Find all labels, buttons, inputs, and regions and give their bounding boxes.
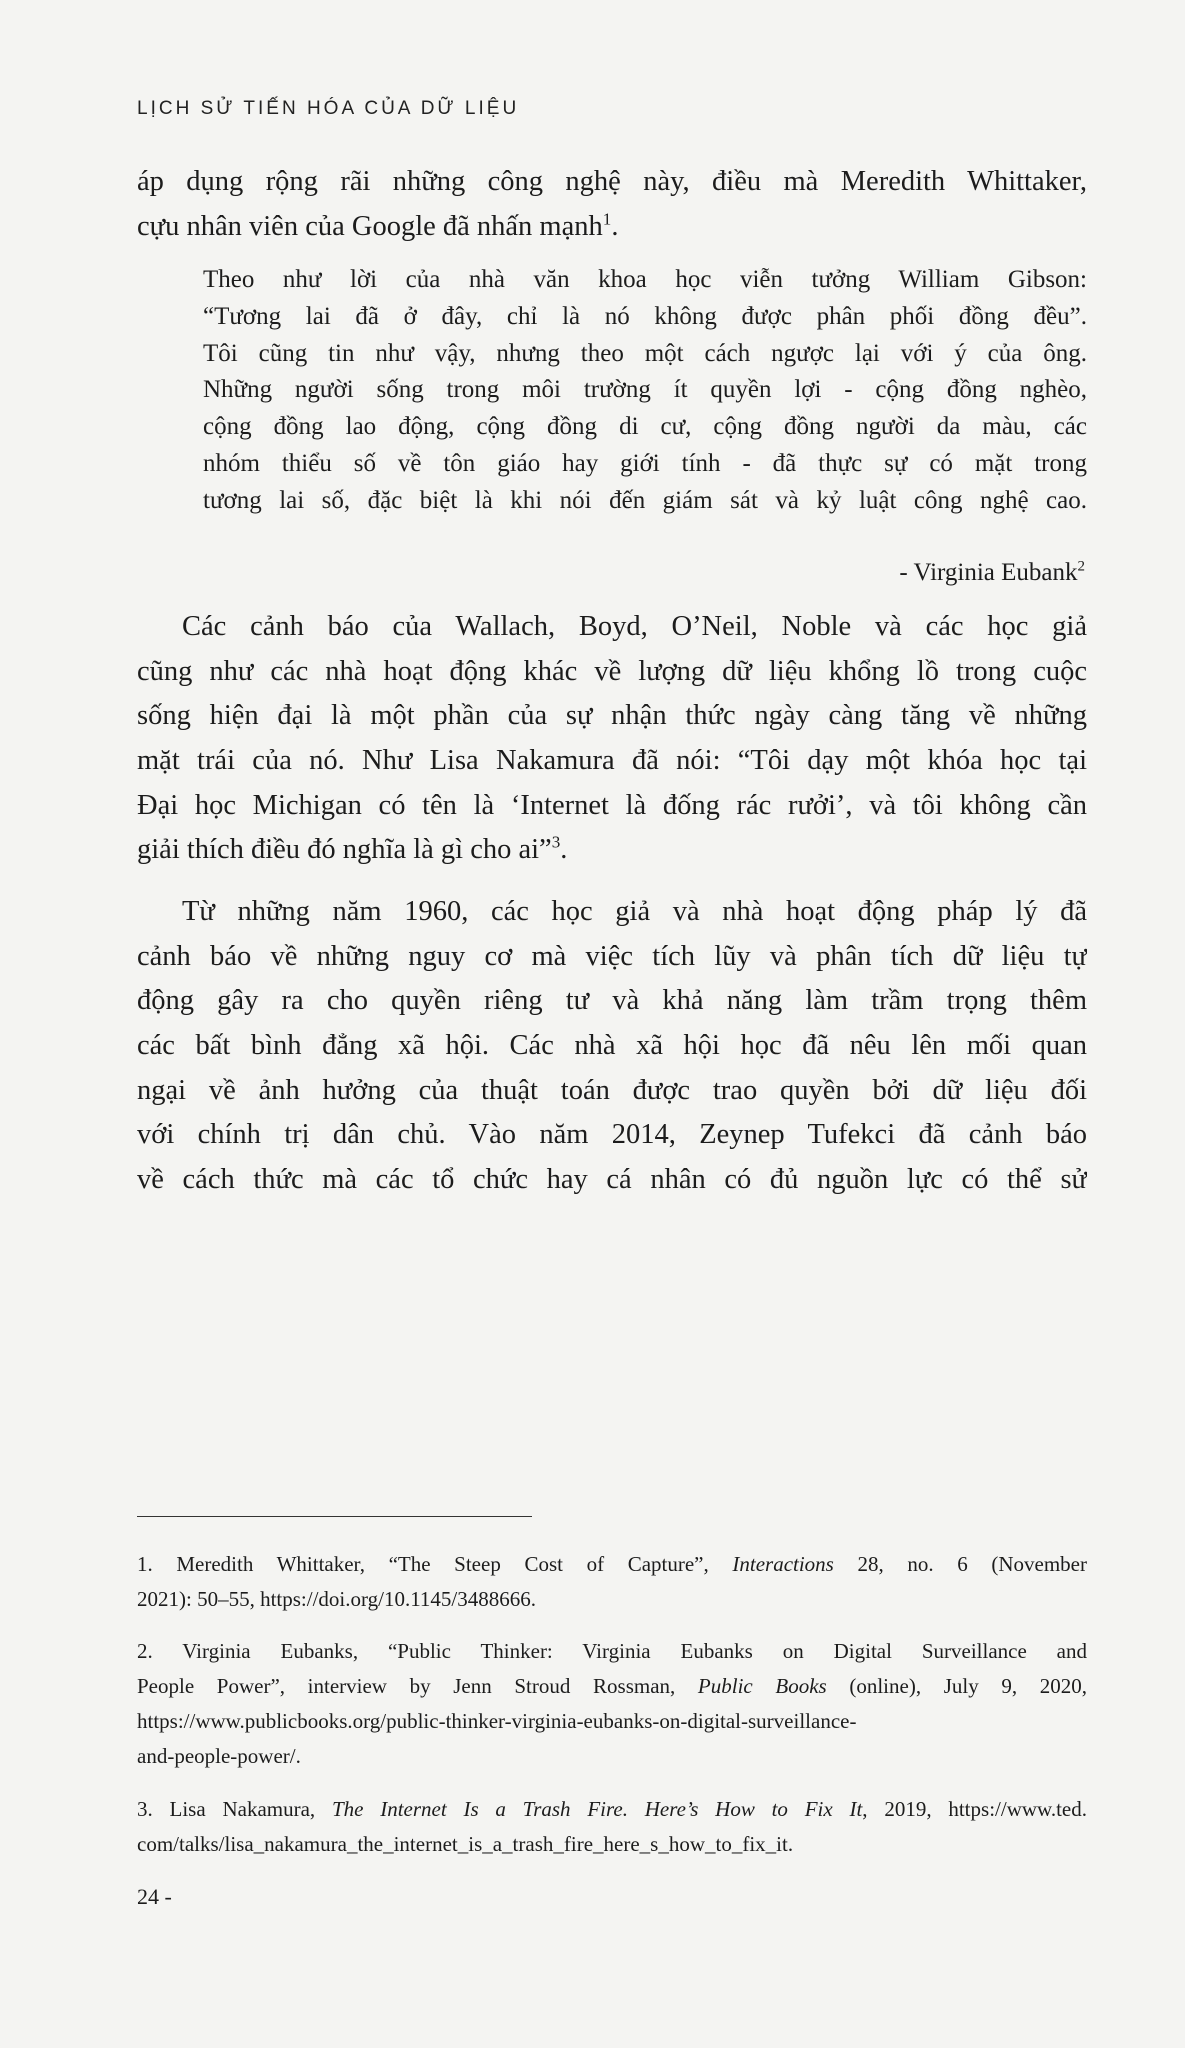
quote-line: Những người sống trong môi trường ít quyền lợi - cộng đồng nghèo,: [203, 376, 1087, 404]
punctuation: .: [611, 210, 619, 242]
text-line-content: giải thích điều đó nghĩa là gì cho ai”: [137, 834, 552, 866]
footnote-text: , 2019, https://www.ted.: [862, 1797, 1087, 1821]
footnote-2: [137, 1634, 1087, 1774]
footnote-text: 28, no. 6 (November: [833, 1552, 1087, 1576]
quote-line: Tôi cũng tin như vậy, nhưng theo một cách ngược lại với ý của ông.: [203, 339, 1087, 367]
attribution-text: - Virginia Eubank: [899, 559, 1078, 586]
footnote-text: 3. Lisa Nakamura,: [137, 1797, 332, 1821]
footnote-title: Interactions: [732, 1552, 834, 1576]
quote-line: tương lai số, đặc biệt là khi nói đến giám sát và kỷ luật công nghệ cao.: [203, 486, 1087, 514]
running-head: LỊCH SỬ TIẾN HÓA CỦA DỮ LIỆU: [137, 98, 520, 119]
footnote-1: [137, 1547, 1087, 1617]
quote-line: Theo như lời của nhà văn khoa học viễn tưởng William Gibson:: [203, 266, 1087, 293]
footnote-title: Public Books: [697, 1674, 827, 1698]
footnote-text: (online), July 9, 2020,: [826, 1674, 1087, 1698]
quote-line: nhóm thiểu số về tôn giáo hay giới tính - đã thực sự có mặt trong: [203, 449, 1087, 477]
footnote-ref[interactable]: 3: [551, 832, 561, 852]
text-line: áp dụng rộng rãi những công nghệ này, điều mà Meredith Whittaker,: [137, 166, 1087, 197]
text-line: Các cảnh báo của Wallach, Boyd, O’Neil, Noble và các học giả: [182, 611, 1087, 642]
paragraph-2: [137, 605, 1087, 873]
text-line-content: cựu nhân viên của Google đã nhấn mạnh: [137, 210, 603, 242]
footnote-text: People Power”, interview by Jenn Stroud Rossman,: [137, 1674, 698, 1698]
quote-attribution: [899, 555, 1085, 591]
footnote-line: [137, 1669, 1087, 1704]
footnote-divider: [137, 1516, 532, 1517]
footnote-ref[interactable]: 1: [602, 209, 612, 229]
text-line: cũng như các nhà hoạt động khác về lượng dữ liệu khổng lồ trong cuộc: [137, 655, 1087, 687]
block-quote: [203, 262, 1087, 520]
footnote-url: and-people-power/.: [137, 1744, 301, 1768]
paragraph-1: [137, 160, 1087, 249]
text-line: [137, 828, 1087, 873]
text-line: ngại về ảnh hưởng của thuật toán được trao quyền bởi dữ liệu đối: [137, 1074, 1087, 1106]
punctuation: .: [560, 834, 568, 866]
text-line: Đại học Michigan có tên là ‘Internet là đống rác rưởi’, và tôi không cần: [137, 789, 1087, 821]
text-line: với chính trị dân chủ. Vào năm 2014, Zeynep Tufekci đã cảnh báo: [137, 1119, 1087, 1151]
footnote-line: 2021): 50–55, https://doi.org/10.1145/3488666.: [137, 1587, 537, 1611]
text-line: mặt trái của nó. Như Lisa Nakamura đã nói: “Tôi dạy một khóa học tại: [137, 745, 1087, 777]
footnote-url: com/talks/lisa_nakamura_the_internet_is_a_trash_fire_here_s_how_to_fix_it.: [137, 1832, 794, 1856]
footnote-ref[interactable]: 2: [1077, 558, 1085, 575]
quote-line: cộng đồng lao động, cộng đồng di cư, cộng đồng người da màu, các: [203, 413, 1087, 441]
text-line: cảnh báo về những nguy cơ mà việc tích lũy và phân tích dữ liệu tự: [137, 940, 1087, 972]
text-line: Từ những năm 1960, các học giả và nhà hoạt động pháp lý đã: [182, 896, 1087, 927]
text-line: [137, 205, 1087, 250]
footnote-line: 2. Virginia Eubanks, “Public Thinker: Virginia Eubanks on Digital Surveillance and: [137, 1639, 1087, 1663]
footnote-text: 1. Meredith Whittaker, “The Steep Cost of Capture”,: [137, 1552, 733, 1576]
text-line: sống hiện đại là một phần của sự nhận thức ngày càng tăng về những: [137, 700, 1087, 732]
text-line: động gây ra cho quyền riêng tư và khả năng làm trầm trọng thêm: [137, 985, 1087, 1017]
paragraph-3: [137, 890, 1087, 1203]
footnote-line: [137, 1792, 1087, 1827]
footnote-title: The Internet Is a Trash Fire. Here’s How to Fix It: [331, 1797, 863, 1821]
footnote-3: [137, 1792, 1087, 1862]
quote-line: “Tương lai đã ở đây, chỉ là nó không được phân phối đồng đều”.: [203, 302, 1087, 330]
text-line: về cách thức mà các tổ chức hay cá nhân có đủ nguồn lực có thể sử: [137, 1164, 1087, 1196]
footnote-line: [137, 1547, 1087, 1582]
footnote-url: https://www.publicbooks.org/public-thinker-virginia-eubanks-on-digital-surveillance-: [137, 1709, 857, 1733]
text-line: các bất bình đẳng xã hội. Các nhà xã hội học đã nêu lên mối quan: [137, 1030, 1087, 1062]
page-number: 24 -: [137, 1884, 172, 1909]
